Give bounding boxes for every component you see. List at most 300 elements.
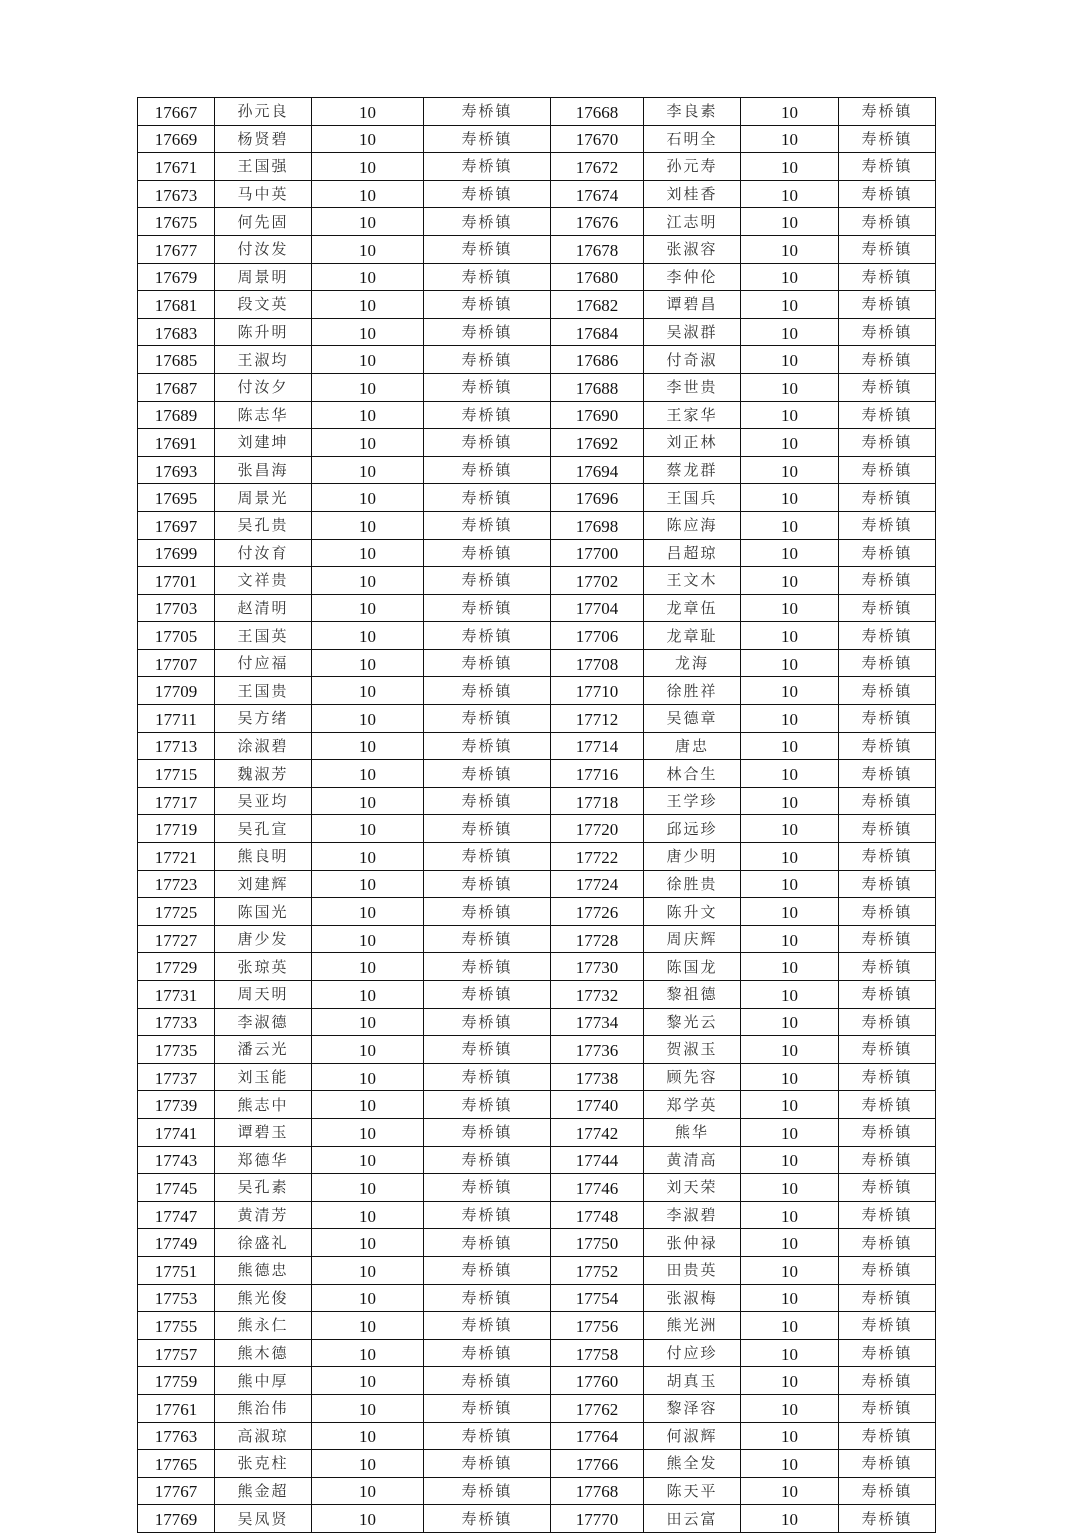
- right-entry-id-cell: 17690: [551, 401, 644, 429]
- left-entry-id-cell: 17753: [138, 1284, 215, 1312]
- right-entry-name-cell: 李世贵: [644, 373, 741, 401]
- right-entry-id-cell: 17756: [551, 1312, 644, 1340]
- left-entry-name-cell: 熊良明: [215, 843, 312, 871]
- right-entry-town-cell: 寿桥镇: [839, 567, 936, 595]
- left-entry-id-cell: 17751: [138, 1256, 215, 1284]
- right-entry-town-cell: 寿桥镇: [839, 953, 936, 981]
- right-entry-town-cell: 寿桥镇: [839, 263, 936, 291]
- table-row: [138, 180, 936, 208]
- left-entry-town-cell: 寿桥镇: [424, 594, 551, 622]
- table-row: [138, 401, 936, 429]
- left-entry-id-cell: 17673: [138, 180, 215, 208]
- right-entry-name-cell: 陈升文: [644, 898, 741, 926]
- left-entry-town-cell: 寿桥镇: [424, 1036, 551, 1064]
- left-entry-name-cell: 熊中厚: [215, 1367, 312, 1395]
- right-entry-town-cell: 寿桥镇: [839, 1394, 936, 1422]
- left-entry-town-cell: 寿桥镇: [424, 843, 551, 871]
- left-entry-town-cell: 寿桥镇: [424, 1339, 551, 1367]
- left-entry-id-cell: 17717: [138, 787, 215, 815]
- table-row: [138, 1063, 936, 1091]
- left-entry-id-cell: 17701: [138, 567, 215, 595]
- right-entry-amount-cell: 10: [741, 456, 839, 484]
- left-entry-id-cell: 17699: [138, 539, 215, 567]
- left-entry-amount-cell: 10: [312, 677, 424, 705]
- left-entry-amount-cell: 10: [312, 1229, 424, 1257]
- right-entry-id-cell: 17678: [551, 235, 644, 263]
- right-entry-id-cell: 17716: [551, 760, 644, 788]
- left-entry-town-cell: 寿桥镇: [424, 180, 551, 208]
- left-entry-name-cell: 张克柱: [215, 1450, 312, 1478]
- right-entry-id-cell: 17752: [551, 1256, 644, 1284]
- left-entry-amount-cell: 10: [312, 539, 424, 567]
- right-entry-id-cell: 17696: [551, 484, 644, 512]
- table-row: [138, 125, 936, 153]
- left-entry-amount-cell: 10: [312, 787, 424, 815]
- right-entry-name-cell: 黄清高: [644, 1146, 741, 1174]
- left-entry-town-cell: 寿桥镇: [424, 1146, 551, 1174]
- right-entry-town-cell: 寿桥镇: [839, 484, 936, 512]
- right-entry-town-cell: 寿桥镇: [839, 180, 936, 208]
- right-entry-name-cell: 陈应海: [644, 511, 741, 539]
- left-entry-id-cell: 17721: [138, 843, 215, 871]
- table-row: [138, 732, 936, 760]
- left-entry-amount-cell: 10: [312, 1312, 424, 1340]
- right-entry-id-cell: 17728: [551, 925, 644, 953]
- right-entry-name-cell: 付应珍: [644, 1339, 741, 1367]
- right-entry-town-cell: 寿桥镇: [839, 705, 936, 733]
- right-entry-name-cell: 唐少明: [644, 843, 741, 871]
- right-entry-name-cell: 田贵英: [644, 1256, 741, 1284]
- left-entry-town-cell: 寿桥镇: [424, 263, 551, 291]
- left-entry-name-cell: 熊志中: [215, 1091, 312, 1119]
- left-entry-amount-cell: 10: [312, 622, 424, 650]
- right-entry-town-cell: 寿桥镇: [839, 1256, 936, 1284]
- right-entry-town-cell: 寿桥镇: [839, 1477, 936, 1505]
- right-entry-id-cell: 17676: [551, 208, 644, 236]
- table-row: [138, 263, 936, 291]
- left-entry-town-cell: 寿桥镇: [424, 346, 551, 374]
- left-entry-name-cell: 王国强: [215, 153, 312, 181]
- left-entry-name-cell: 周天明: [215, 981, 312, 1009]
- right-entry-name-cell: 吕超琼: [644, 539, 741, 567]
- left-entry-town-cell: 寿桥镇: [424, 456, 551, 484]
- right-entry-town-cell: 寿桥镇: [839, 925, 936, 953]
- right-entry-name-cell: 胡真玉: [644, 1367, 741, 1395]
- right-entry-id-cell: 17754: [551, 1284, 644, 1312]
- right-entry-amount-cell: 10: [741, 649, 839, 677]
- left-entry-name-cell: 谭碧玉: [215, 1118, 312, 1146]
- table-body: [138, 98, 936, 1533]
- left-entry-name-cell: 吴亚均: [215, 787, 312, 815]
- right-entry-town-cell: 寿桥镇: [839, 1008, 936, 1036]
- left-entry-name-cell: 熊德忠: [215, 1256, 312, 1284]
- left-entry-name-cell: 唐少发: [215, 925, 312, 953]
- left-entry-name-cell: 吴孔贵: [215, 511, 312, 539]
- right-entry-id-cell: 17698: [551, 511, 644, 539]
- right-entry-town-cell: 寿桥镇: [839, 208, 936, 236]
- left-entry-name-cell: 张琼英: [215, 953, 312, 981]
- right-entry-name-cell: 龙章伍: [644, 594, 741, 622]
- table-row: [138, 1036, 936, 1064]
- left-entry-id-cell: 17725: [138, 898, 215, 926]
- right-entry-name-cell: 龙海: [644, 649, 741, 677]
- right-entry-amount-cell: 10: [741, 1339, 839, 1367]
- left-entry-town-cell: 寿桥镇: [424, 1118, 551, 1146]
- right-entry-id-cell: 17702: [551, 567, 644, 595]
- right-entry-name-cell: 石明全: [644, 125, 741, 153]
- left-entry-amount-cell: 10: [312, 511, 424, 539]
- left-entry-town-cell: 寿桥镇: [424, 208, 551, 236]
- left-entry-town-cell: 寿桥镇: [424, 898, 551, 926]
- left-entry-name-cell: 陈志华: [215, 401, 312, 429]
- table-row: [138, 898, 936, 926]
- right-entry-amount-cell: 10: [741, 705, 839, 733]
- table-row: [138, 1339, 936, 1367]
- right-entry-amount-cell: 10: [741, 125, 839, 153]
- right-entry-name-cell: 黎祖德: [644, 981, 741, 1009]
- left-entry-amount-cell: 10: [312, 1036, 424, 1064]
- right-entry-id-cell: 17668: [551, 98, 644, 126]
- right-entry-name-cell: 王文木: [644, 567, 741, 595]
- right-entry-amount-cell: 10: [741, 760, 839, 788]
- left-entry-amount-cell: 10: [312, 1450, 424, 1478]
- left-entry-amount-cell: 10: [312, 1422, 424, 1450]
- right-entry-amount-cell: 10: [741, 1008, 839, 1036]
- left-entry-town-cell: 寿桥镇: [424, 539, 551, 567]
- left-entry-amount-cell: 10: [312, 760, 424, 788]
- right-entry-town-cell: 寿桥镇: [839, 1036, 936, 1064]
- right-entry-amount-cell: 10: [741, 98, 839, 126]
- table-row: [138, 539, 936, 567]
- table-row: [138, 870, 936, 898]
- right-entry-name-cell: 唐忠: [644, 732, 741, 760]
- left-entry-id-cell: 17691: [138, 429, 215, 457]
- left-entry-name-cell: 刘建坤: [215, 429, 312, 457]
- left-entry-id-cell: 17677: [138, 235, 215, 263]
- left-entry-id-cell: 17675: [138, 208, 215, 236]
- right-entry-id-cell: 17748: [551, 1201, 644, 1229]
- right-entry-town-cell: 寿桥镇: [839, 1339, 936, 1367]
- right-entry-id-cell: 17724: [551, 870, 644, 898]
- left-entry-town-cell: 寿桥镇: [424, 567, 551, 595]
- left-entry-name-cell: 刘玉能: [215, 1063, 312, 1091]
- table-row: [138, 1422, 936, 1450]
- left-entry-amount-cell: 10: [312, 346, 424, 374]
- roster-table: [137, 97, 936, 1533]
- table-row: [138, 1091, 936, 1119]
- right-entry-id-cell: 17750: [551, 1229, 644, 1257]
- right-entry-town-cell: 寿桥镇: [839, 1284, 936, 1312]
- left-entry-id-cell: 17755: [138, 1312, 215, 1340]
- right-entry-town-cell: 寿桥镇: [839, 346, 936, 374]
- right-entry-name-cell: 张淑容: [644, 235, 741, 263]
- left-entry-amount-cell: 10: [312, 1008, 424, 1036]
- left-entry-id-cell: 17669: [138, 125, 215, 153]
- right-entry-amount-cell: 10: [741, 1422, 839, 1450]
- left-entry-id-cell: 17765: [138, 1450, 215, 1478]
- table-row: [138, 235, 936, 263]
- right-entry-town-cell: 寿桥镇: [839, 1146, 936, 1174]
- table-row: [138, 843, 936, 871]
- right-entry-id-cell: 17768: [551, 1477, 644, 1505]
- left-entry-name-cell: 徐盛礼: [215, 1229, 312, 1257]
- left-entry-name-cell: 熊光俊: [215, 1284, 312, 1312]
- left-entry-amount-cell: 10: [312, 1146, 424, 1174]
- left-entry-town-cell: 寿桥镇: [424, 1063, 551, 1091]
- right-entry-amount-cell: 10: [741, 1118, 839, 1146]
- right-entry-amount-cell: 10: [741, 925, 839, 953]
- left-entry-name-cell: 文祥贵: [215, 567, 312, 595]
- left-entry-town-cell: 寿桥镇: [424, 925, 551, 953]
- right-entry-id-cell: 17712: [551, 705, 644, 733]
- right-entry-town-cell: 寿桥镇: [839, 98, 936, 126]
- table-row: [138, 1201, 936, 1229]
- left-entry-town-cell: 寿桥镇: [424, 981, 551, 1009]
- left-entry-town-cell: 寿桥镇: [424, 1394, 551, 1422]
- left-entry-town-cell: 寿桥镇: [424, 401, 551, 429]
- left-entry-name-cell: 高淑琼: [215, 1422, 312, 1450]
- right-entry-amount-cell: 10: [741, 1063, 839, 1091]
- left-entry-amount-cell: 10: [312, 235, 424, 263]
- left-entry-amount-cell: 10: [312, 1201, 424, 1229]
- table-row: [138, 649, 936, 677]
- right-entry-name-cell: 陈国龙: [644, 953, 741, 981]
- left-entry-name-cell: 王国贵: [215, 677, 312, 705]
- right-entry-id-cell: 17764: [551, 1422, 644, 1450]
- right-entry-town-cell: 寿桥镇: [839, 981, 936, 1009]
- left-entry-name-cell: 张昌海: [215, 456, 312, 484]
- left-entry-id-cell: 17745: [138, 1174, 215, 1202]
- right-entry-name-cell: 林合生: [644, 760, 741, 788]
- right-entry-town-cell: 寿桥镇: [839, 401, 936, 429]
- right-entry-town-cell: 寿桥镇: [839, 1174, 936, 1202]
- right-entry-id-cell: 17746: [551, 1174, 644, 1202]
- right-entry-amount-cell: 10: [741, 208, 839, 236]
- right-entry-id-cell: 17692: [551, 429, 644, 457]
- table-row: [138, 153, 936, 181]
- table-row: [138, 760, 936, 788]
- left-entry-name-cell: 黄清芳: [215, 1201, 312, 1229]
- right-entry-amount-cell: 10: [741, 1201, 839, 1229]
- right-entry-name-cell: 王家华: [644, 401, 741, 429]
- left-entry-name-cell: 付汝发: [215, 235, 312, 263]
- left-entry-id-cell: 17757: [138, 1339, 215, 1367]
- left-entry-name-cell: 周景光: [215, 484, 312, 512]
- right-entry-town-cell: 寿桥镇: [839, 291, 936, 319]
- left-entry-id-cell: 17741: [138, 1118, 215, 1146]
- right-entry-amount-cell: 10: [741, 1036, 839, 1064]
- right-entry-id-cell: 17680: [551, 263, 644, 291]
- right-entry-name-cell: 徐胜贵: [644, 870, 741, 898]
- table-row: [138, 1450, 936, 1478]
- left-entry-amount-cell: 10: [312, 484, 424, 512]
- right-entry-amount-cell: 10: [741, 594, 839, 622]
- right-entry-amount-cell: 10: [741, 318, 839, 346]
- right-entry-town-cell: 寿桥镇: [839, 373, 936, 401]
- right-entry-id-cell: 17742: [551, 1118, 644, 1146]
- left-entry-town-cell: 寿桥镇: [424, 677, 551, 705]
- left-entry-amount-cell: 10: [312, 429, 424, 457]
- left-entry-id-cell: 17723: [138, 870, 215, 898]
- left-entry-name-cell: 王国英: [215, 622, 312, 650]
- left-entry-town-cell: 寿桥镇: [424, 235, 551, 263]
- right-entry-amount-cell: 10: [741, 898, 839, 926]
- left-entry-id-cell: 17711: [138, 705, 215, 733]
- left-entry-id-cell: 17681: [138, 291, 215, 319]
- left-entry-amount-cell: 10: [312, 649, 424, 677]
- right-entry-id-cell: 17706: [551, 622, 644, 650]
- left-entry-name-cell: 杨贤碧: [215, 125, 312, 153]
- table-row: [138, 981, 936, 1009]
- left-entry-amount-cell: 10: [312, 567, 424, 595]
- right-entry-town-cell: 寿桥镇: [839, 787, 936, 815]
- right-entry-amount-cell: 10: [741, 1312, 839, 1340]
- left-entry-id-cell: 17747: [138, 1201, 215, 1229]
- right-entry-name-cell: 李淑碧: [644, 1201, 741, 1229]
- right-entry-id-cell: 17686: [551, 346, 644, 374]
- left-entry-amount-cell: 10: [312, 1284, 424, 1312]
- right-entry-name-cell: 何淑辉: [644, 1422, 741, 1450]
- table-row: [138, 1118, 936, 1146]
- left-entry-town-cell: 寿桥镇: [424, 1367, 551, 1395]
- right-entry-id-cell: 17720: [551, 815, 644, 843]
- right-entry-amount-cell: 10: [741, 843, 839, 871]
- left-entry-town-cell: 寿桥镇: [424, 153, 551, 181]
- table-row: [138, 567, 936, 595]
- right-entry-id-cell: 17688: [551, 373, 644, 401]
- right-entry-amount-cell: 10: [741, 401, 839, 429]
- table-row: [138, 1229, 936, 1257]
- right-entry-town-cell: 寿桥镇: [839, 1450, 936, 1478]
- left-entry-id-cell: 17713: [138, 732, 215, 760]
- right-entry-name-cell: 熊光洲: [644, 1312, 741, 1340]
- right-entry-id-cell: 17718: [551, 787, 644, 815]
- left-entry-name-cell: 吴凤贤: [215, 1505, 312, 1533]
- right-entry-amount-cell: 10: [741, 484, 839, 512]
- right-entry-id-cell: 17700: [551, 539, 644, 567]
- right-entry-name-cell: 谭碧昌: [644, 291, 741, 319]
- right-entry-town-cell: 寿桥镇: [839, 815, 936, 843]
- left-entry-name-cell: 涂淑碧: [215, 732, 312, 760]
- right-entry-name-cell: 熊华: [644, 1118, 741, 1146]
- left-entry-id-cell: 17767: [138, 1477, 215, 1505]
- left-entry-town-cell: 寿桥镇: [424, 373, 551, 401]
- right-entry-name-cell: 付奇淑: [644, 346, 741, 374]
- right-entry-amount-cell: 10: [741, 870, 839, 898]
- right-entry-amount-cell: 10: [741, 1146, 839, 1174]
- left-entry-id-cell: 17729: [138, 953, 215, 981]
- left-entry-town-cell: 寿桥镇: [424, 1505, 551, 1533]
- left-entry-town-cell: 寿桥镇: [424, 1008, 551, 1036]
- left-entry-town-cell: 寿桥镇: [424, 622, 551, 650]
- left-entry-amount-cell: 10: [312, 1367, 424, 1395]
- left-entry-name-cell: 熊木德: [215, 1339, 312, 1367]
- right-entry-town-cell: 寿桥镇: [839, 649, 936, 677]
- right-entry-name-cell: 王学珍: [644, 787, 741, 815]
- right-entry-amount-cell: 10: [741, 1174, 839, 1202]
- right-entry-id-cell: 17760: [551, 1367, 644, 1395]
- right-entry-town-cell: 寿桥镇: [839, 1118, 936, 1146]
- right-entry-town-cell: 寿桥镇: [839, 732, 936, 760]
- right-entry-town-cell: 寿桥镇: [839, 1367, 936, 1395]
- left-entry-amount-cell: 10: [312, 1505, 424, 1533]
- right-entry-amount-cell: 10: [741, 1450, 839, 1478]
- right-entry-id-cell: 17670: [551, 125, 644, 153]
- left-entry-amount-cell: 10: [312, 1477, 424, 1505]
- left-entry-id-cell: 17763: [138, 1422, 215, 1450]
- left-entry-id-cell: 17737: [138, 1063, 215, 1091]
- left-entry-amount-cell: 10: [312, 1256, 424, 1284]
- left-entry-name-cell: 潘云光: [215, 1036, 312, 1064]
- table-row: [138, 1256, 936, 1284]
- right-entry-town-cell: 寿桥镇: [839, 1201, 936, 1229]
- right-entry-amount-cell: 10: [741, 787, 839, 815]
- table-row: [138, 291, 936, 319]
- left-entry-id-cell: 17679: [138, 263, 215, 291]
- right-entry-name-cell: 黎光云: [644, 1008, 741, 1036]
- left-entry-amount-cell: 10: [312, 1118, 424, 1146]
- right-entry-amount-cell: 10: [741, 153, 839, 181]
- left-entry-amount-cell: 10: [312, 953, 424, 981]
- right-entry-amount-cell: 10: [741, 815, 839, 843]
- right-entry-name-cell: 贺淑玉: [644, 1036, 741, 1064]
- left-entry-town-cell: 寿桥镇: [424, 649, 551, 677]
- right-entry-amount-cell: 10: [741, 1505, 839, 1533]
- left-entry-id-cell: 17733: [138, 1008, 215, 1036]
- right-entry-id-cell: 17736: [551, 1036, 644, 1064]
- left-entry-amount-cell: 10: [312, 1063, 424, 1091]
- right-entry-name-cell: 蔡龙群: [644, 456, 741, 484]
- left-entry-town-cell: 寿桥镇: [424, 125, 551, 153]
- left-entry-id-cell: 17693: [138, 456, 215, 484]
- left-entry-name-cell: 陈国光: [215, 898, 312, 926]
- right-entry-name-cell: 黎泽容: [644, 1394, 741, 1422]
- left-entry-town-cell: 寿桥镇: [424, 1422, 551, 1450]
- table-row: [138, 925, 936, 953]
- right-entry-id-cell: 17730: [551, 953, 644, 981]
- right-entry-id-cell: 17682: [551, 291, 644, 319]
- right-entry-id-cell: 17766: [551, 1450, 644, 1478]
- left-entry-name-cell: 周景明: [215, 263, 312, 291]
- left-entry-town-cell: 寿桥镇: [424, 511, 551, 539]
- right-entry-town-cell: 寿桥镇: [839, 1505, 936, 1533]
- left-entry-id-cell: 17703: [138, 594, 215, 622]
- right-entry-town-cell: 寿桥镇: [839, 622, 936, 650]
- left-entry-name-cell: 付汝夕: [215, 373, 312, 401]
- table-row: [138, 373, 936, 401]
- left-entry-amount-cell: 10: [312, 153, 424, 181]
- left-entry-amount-cell: 10: [312, 1174, 424, 1202]
- table-row: [138, 1284, 936, 1312]
- left-entry-amount-cell: 10: [312, 291, 424, 319]
- table-row: [138, 318, 936, 346]
- right-entry-name-cell: 徐胜祥: [644, 677, 741, 705]
- right-entry-name-cell: 孙元寿: [644, 153, 741, 181]
- right-entry-amount-cell: 10: [741, 732, 839, 760]
- right-entry-name-cell: 吴淑群: [644, 318, 741, 346]
- right-entry-town-cell: 寿桥镇: [839, 539, 936, 567]
- right-entry-town-cell: 寿桥镇: [839, 153, 936, 181]
- left-entry-amount-cell: 10: [312, 732, 424, 760]
- left-entry-town-cell: 寿桥镇: [424, 1174, 551, 1202]
- left-entry-id-cell: 17715: [138, 760, 215, 788]
- right-entry-id-cell: 17762: [551, 1394, 644, 1422]
- table-row: [138, 208, 936, 236]
- left-entry-amount-cell: 10: [312, 318, 424, 346]
- right-entry-amount-cell: 10: [741, 539, 839, 567]
- table-row: [138, 484, 936, 512]
- table-row: [138, 456, 936, 484]
